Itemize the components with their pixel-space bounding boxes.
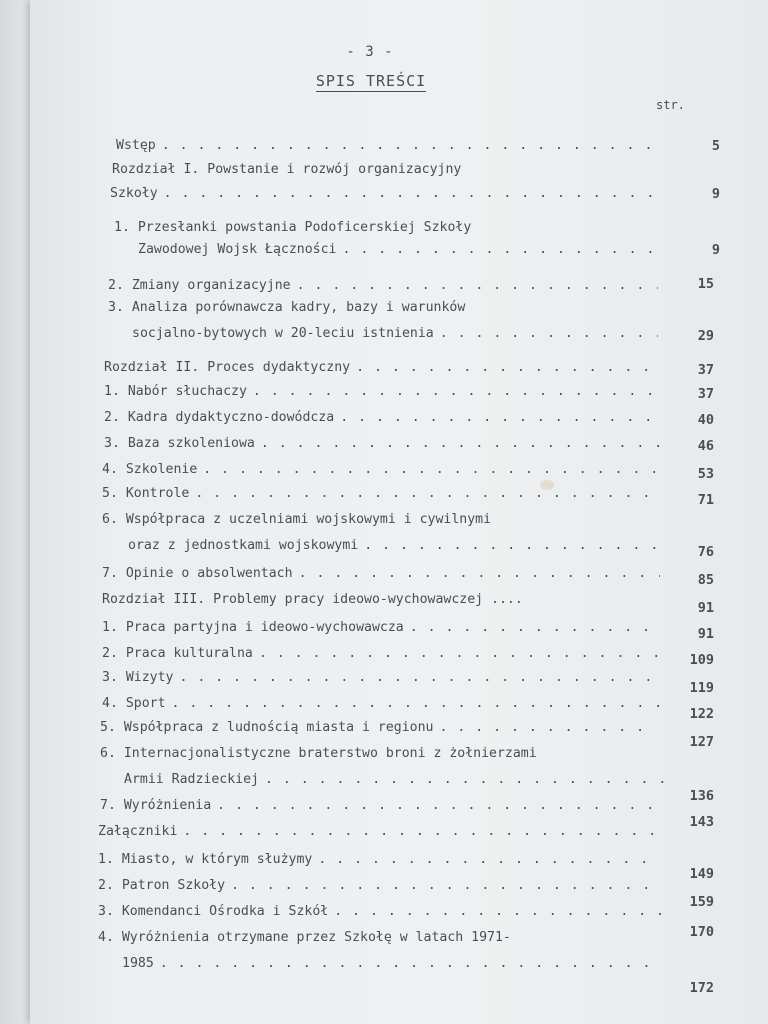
- toc-entry: [128, 538, 660, 553]
- toc-entry-text: 4. Wyróżnienia otrzymane przez Szkołę w latach 1971-: [98, 930, 511, 945]
- toc-page-number: 136: [689, 788, 714, 804]
- toc-entry-text: Wstęp: [116, 138, 156, 153]
- toc-entry: [100, 746, 720, 761]
- toc-page-number: 46: [697, 438, 714, 454]
- toc-entry-text: Armii Radzieckiej: [124, 772, 259, 787]
- toc-leader-dots: [261, 436, 660, 451]
- toc-entry: [108, 278, 658, 293]
- toc-page-number: 159: [689, 894, 714, 910]
- toc-page-number: 127: [689, 734, 714, 750]
- toc-entry-text: 6. Współpraca z uczelniami wojskowymi i cywilnymi: [102, 512, 492, 527]
- toc-leader-dots: [410, 620, 660, 635]
- toc-page-number: 9: [711, 242, 720, 258]
- toc-entry-text: Rozdział III. Problemy pracy ideowo-wychowawczej ....: [102, 592, 523, 607]
- toc-entry: [104, 410, 660, 425]
- toc-entry: [102, 486, 660, 501]
- toc-entry: [114, 220, 594, 235]
- toc-leader-dots: [172, 696, 666, 711]
- toc-entry: [104, 436, 660, 451]
- toc-leader-dots: [297, 278, 658, 293]
- toc-entry: [124, 772, 664, 787]
- toc-leader-dots: [259, 646, 662, 661]
- toc-entry: [100, 798, 662, 813]
- toc-entry: [102, 592, 662, 607]
- toc-page-number: 15: [697, 276, 714, 292]
- toc-page-number: 37: [697, 386, 714, 402]
- toc-page-number: 5: [711, 138, 720, 154]
- toc-entry: [102, 646, 662, 661]
- toc-entry: [102, 696, 666, 711]
- toc-leader-dots: [334, 904, 662, 919]
- toc-leader-dots: [162, 138, 656, 153]
- toc-page-number: 170: [689, 924, 714, 940]
- toc-page-number: 71: [697, 492, 714, 508]
- toc-entry-text: 1. Miasto, w którym służymy: [98, 852, 313, 867]
- toc-leader-dots: [160, 956, 658, 971]
- toc-entry-text: Załączniki: [98, 824, 178, 839]
- toc-entry-text: 7. Opinie o absolwentach: [102, 566, 293, 581]
- toc-leader-dots: [231, 878, 660, 893]
- toc-leader-dots: [164, 186, 656, 201]
- toc-entry: [104, 360, 660, 375]
- toc-entry-text: 1. Nabór słuchaczy: [104, 384, 247, 399]
- page-number: - 3 -: [346, 44, 394, 60]
- page-column-label: str.: [656, 98, 685, 112]
- page-title-text: SPIS TREŚCI: [315, 72, 427, 90]
- toc-entry: [102, 462, 660, 477]
- toc-leader-dots: [299, 566, 660, 581]
- toc-page-number: 109: [689, 652, 714, 668]
- toc-entry-text: oraz z jednostkami wojskowymi: [128, 538, 359, 553]
- toc-entry: [102, 670, 664, 685]
- toc-entry-text: 5. Kontrole: [102, 486, 190, 501]
- toc-entry: [98, 852, 660, 867]
- toc-entry: [102, 566, 660, 581]
- toc-page-number: 37: [697, 362, 714, 378]
- toc-entry-text: 6. Internacjonalistyczne braterstwo broni z żołnierzami: [100, 746, 537, 761]
- toc-leader-dots: [364, 538, 660, 553]
- toc-entry-text: Zawodowej Wojsk Łączności: [138, 242, 337, 257]
- toc-entry-text: 2. Patron Szkoły: [98, 878, 226, 893]
- toc-entry-text: 7. Wyróżnienia: [100, 798, 212, 813]
- toc-page-number: 76: [697, 544, 714, 560]
- toc-leader-dots: [318, 852, 660, 867]
- toc-entry: [112, 162, 582, 177]
- toc-page-number: 119: [689, 680, 714, 696]
- toc-entry-text: socjalno-bytowych w 20-leciu istnienia: [132, 326, 434, 341]
- toc-leader-dots: [179, 670, 664, 685]
- toc-entry-text: 3. Wizyty: [102, 670, 174, 685]
- toc-leader-dots: [440, 326, 658, 341]
- toc-entry: [102, 620, 660, 635]
- toc-entry-text: 1. Przesłanki powstania Podoficerskiej Szkoły: [114, 220, 472, 235]
- toc-entry-text: Rozdział I. Powstanie i rozwój organizacyjny: [112, 162, 462, 177]
- toc-entry-text: 2. Zmiany organizacyjne: [108, 278, 291, 293]
- toc-entry: [98, 824, 660, 839]
- toc-leader-dots: [183, 824, 660, 839]
- toc-page-number: 40: [697, 412, 714, 428]
- toc-page-number: 172: [689, 980, 714, 996]
- toc-page-number: 53: [697, 466, 714, 482]
- toc-page-number: 91: [697, 626, 714, 642]
- toc-entry: [116, 138, 656, 153]
- toc-entry-text: Rozdział II. Proces dydaktyczny: [104, 360, 351, 375]
- toc-leader-dots: [356, 360, 660, 375]
- toc-entry-text: 2. Kadra dydaktyczno-dowódcza: [104, 410, 335, 425]
- toc-entry: [98, 930, 668, 945]
- toc-entry-text: Szkoły: [110, 186, 158, 201]
- toc-leader-dots: [195, 486, 660, 501]
- toc-entry-text: 1. Praca partyjna i ideowo-wychowawcza: [102, 620, 404, 635]
- toc-entry-text: 3. Komendanci Ośrodka i Szkół: [98, 904, 329, 919]
- toc-leader-dots: [253, 384, 660, 399]
- toc-entry-text: 3. Analiza porównawcza kadry, bazy i warunków: [108, 300, 466, 315]
- toc-entry: [138, 242, 660, 257]
- toc-page-number: 122: [689, 706, 714, 722]
- toc-entry-text: 4. Sport: [102, 696, 166, 711]
- toc-page-number: 91: [697, 600, 714, 616]
- toc-entry-text: 4. Szkolenie: [102, 462, 198, 477]
- toc-entry-text: 5. Współpraca z ludnością miasta i regionu: [100, 720, 434, 735]
- toc-page-number: 9: [711, 186, 720, 202]
- toc-page-number: 143: [689, 814, 714, 830]
- toc-leader-dots: [217, 798, 662, 813]
- toc-page-number: 85: [697, 572, 714, 588]
- toc-leader-dots: [340, 410, 660, 425]
- toc-entry: [102, 512, 622, 527]
- toc-entry-text: 1985: [122, 956, 154, 971]
- toc-leader-dots: [203, 462, 660, 477]
- toc-leader-dots: [439, 720, 656, 735]
- toc-entry: [98, 878, 660, 893]
- toc-entry: [132, 326, 658, 341]
- toc-entry-text: 2. Praca kulturalna: [102, 646, 253, 661]
- toc-entry: [104, 384, 660, 399]
- toc-entry-text: 3. Baza szkoleniowa: [104, 436, 255, 451]
- toc-page-number: 149: [689, 866, 714, 882]
- toc-entry: [122, 956, 658, 971]
- toc-leader-dots: [343, 242, 661, 257]
- toc-entry: [110, 186, 656, 201]
- toc-page-number: 29: [697, 328, 714, 344]
- toc-leader-dots: [265, 772, 664, 787]
- toc-entry: [100, 720, 656, 735]
- toc-entry: [108, 300, 608, 315]
- toc-entry: [98, 904, 662, 919]
